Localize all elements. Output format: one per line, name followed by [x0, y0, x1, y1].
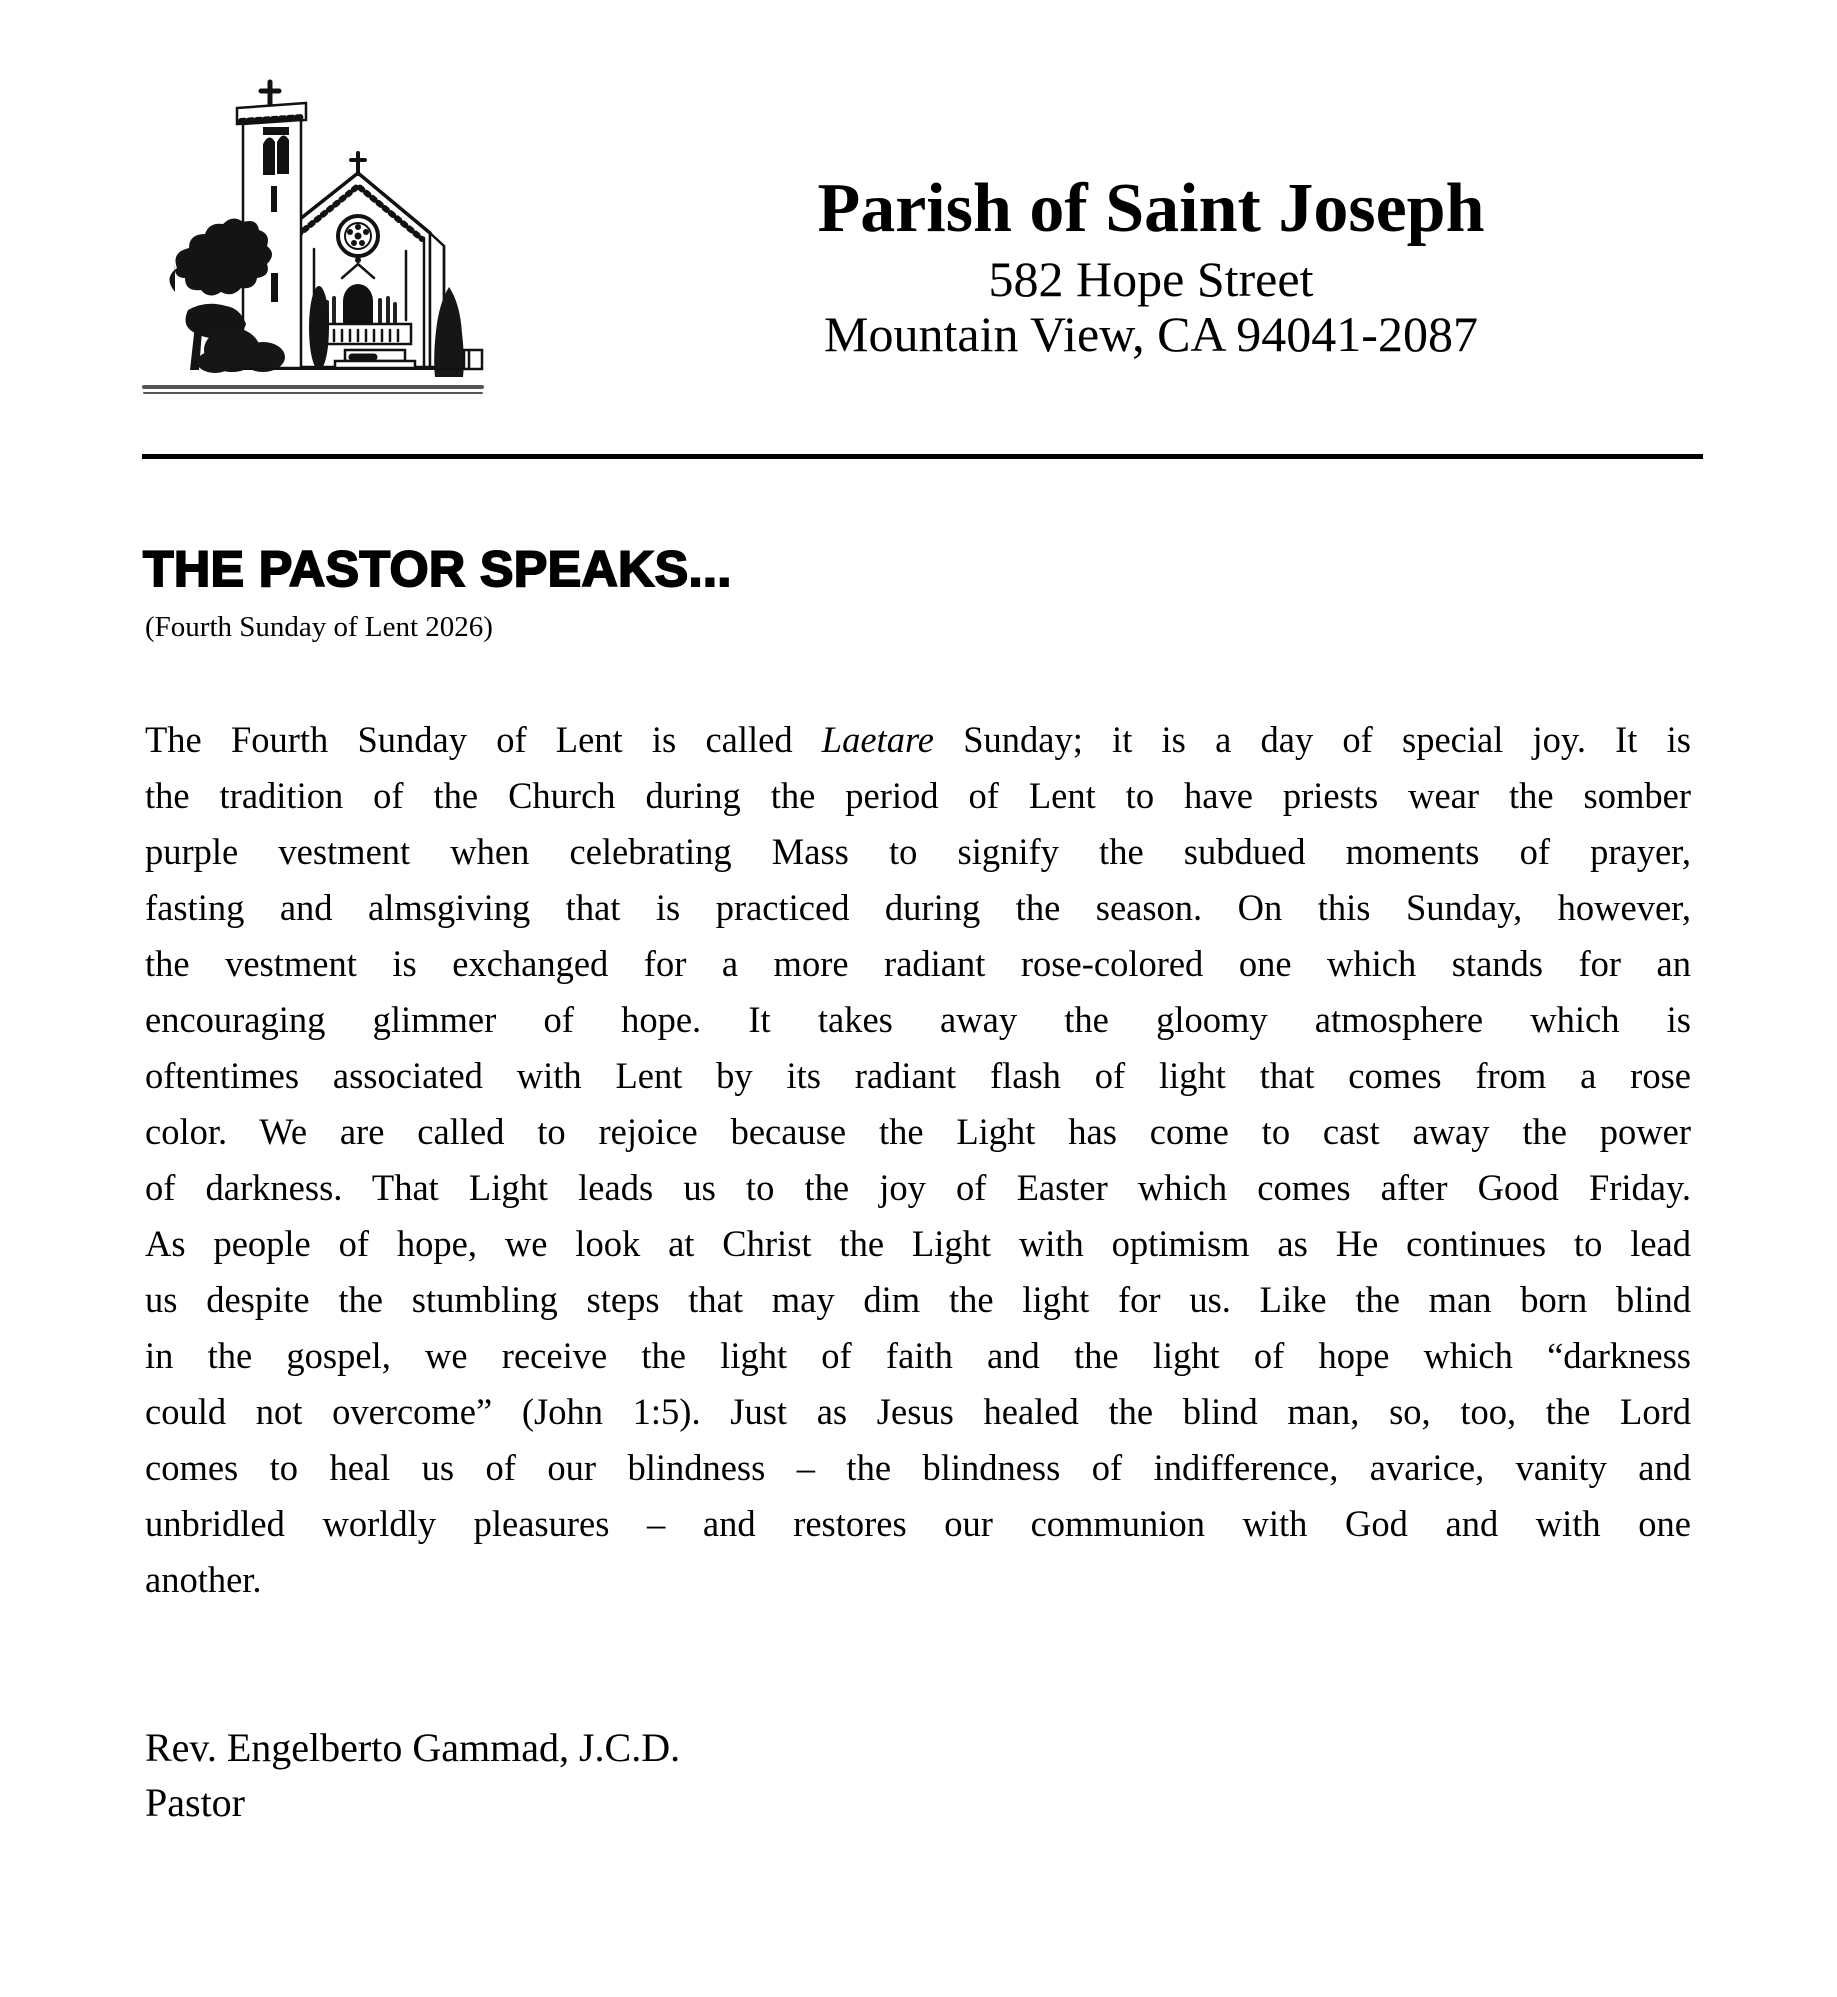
body-line: oftentimes associated with Lent by its radiant flash of light that comes from a rose [145, 1055, 1691, 1096]
rose-window-icon [338, 216, 378, 256]
address-line-1: 582 Hope Street [988, 251, 1314, 307]
body-line: the tradition of the Church during the period of Lent to have priests wear the somber [145, 775, 1691, 816]
body-line: comes to heal us of our blindness – the blindness of indifference, avarice, vanity and [145, 1447, 1691, 1488]
body-line: encouraging glimmer of hope. It takes away the gloomy atmosphere which is [145, 999, 1691, 1040]
header-divider [142, 454, 1703, 459]
parish-title: Parish of Saint Joseph [817, 170, 1485, 247]
church-drawing [144, 82, 482, 393]
side-structure [464, 350, 482, 369]
body-line: of darkness. That Light leads us to the joy of Easter which comes after Good Friday. [145, 1167, 1691, 1208]
nave-cross-icon [351, 153, 365, 174]
body-line: could not overcome” (John 1:5). Just as Jesus healed the blind man, so, too, the Lord [145, 1391, 1691, 1432]
parish-header [768, 166, 1534, 362]
body-line: unbridled worldly pleasures – and restores our communion with God and with one [145, 1503, 1691, 1544]
article-subheading: (Fourth Sunday of Lent 2026) [145, 611, 493, 643]
signature-block [145, 1720, 680, 1830]
ground-line [144, 387, 482, 393]
laetare-italic: Laetare [821, 719, 934, 760]
body-line: purple vestment when celebrating Mass to signify the subdued moments of prayer, [145, 831, 1691, 872]
article-heading: THE PASTOR SPEAKS... [143, 541, 732, 597]
body-line: fasting and almsgiving that is practiced during the season. On this Sunday, however, [145, 887, 1691, 928]
body-line-text: Sunday; it is a day of special joy. It is [934, 719, 1691, 760]
body-line: As people of hope, we look at Christ the Light with optimism as He continues to lead [145, 1223, 1691, 1264]
church-illustration [130, 60, 490, 410]
body-line: the vestment is exchanged for a more radiant rose-colored one which stands for an [145, 943, 1691, 984]
body-line: another. [145, 1559, 262, 1600]
body-line: us despite the stumbling steps that may dim the light for us. Like the man born blind [145, 1279, 1691, 1320]
body-line: in the gospel, we receive the light of faith and the light of hope which “darkness [145, 1335, 1691, 1376]
signature-name: Rev. Engelberto Gammad, J.C.D. [145, 1725, 681, 1770]
body-line: color. We are called to rejoice because the Light has come to cast away the power [145, 1111, 1691, 1152]
body-line-text: The Fourth Sunday of Lent is called [145, 719, 822, 760]
address-line-2: Mountain View, CA 94041-2087 [824, 306, 1478, 362]
signature-role: Pastor [145, 1780, 245, 1825]
cypress-small-icon [309, 286, 329, 370]
body-line [145, 712, 1691, 768]
article-body [145, 712, 1691, 1608]
